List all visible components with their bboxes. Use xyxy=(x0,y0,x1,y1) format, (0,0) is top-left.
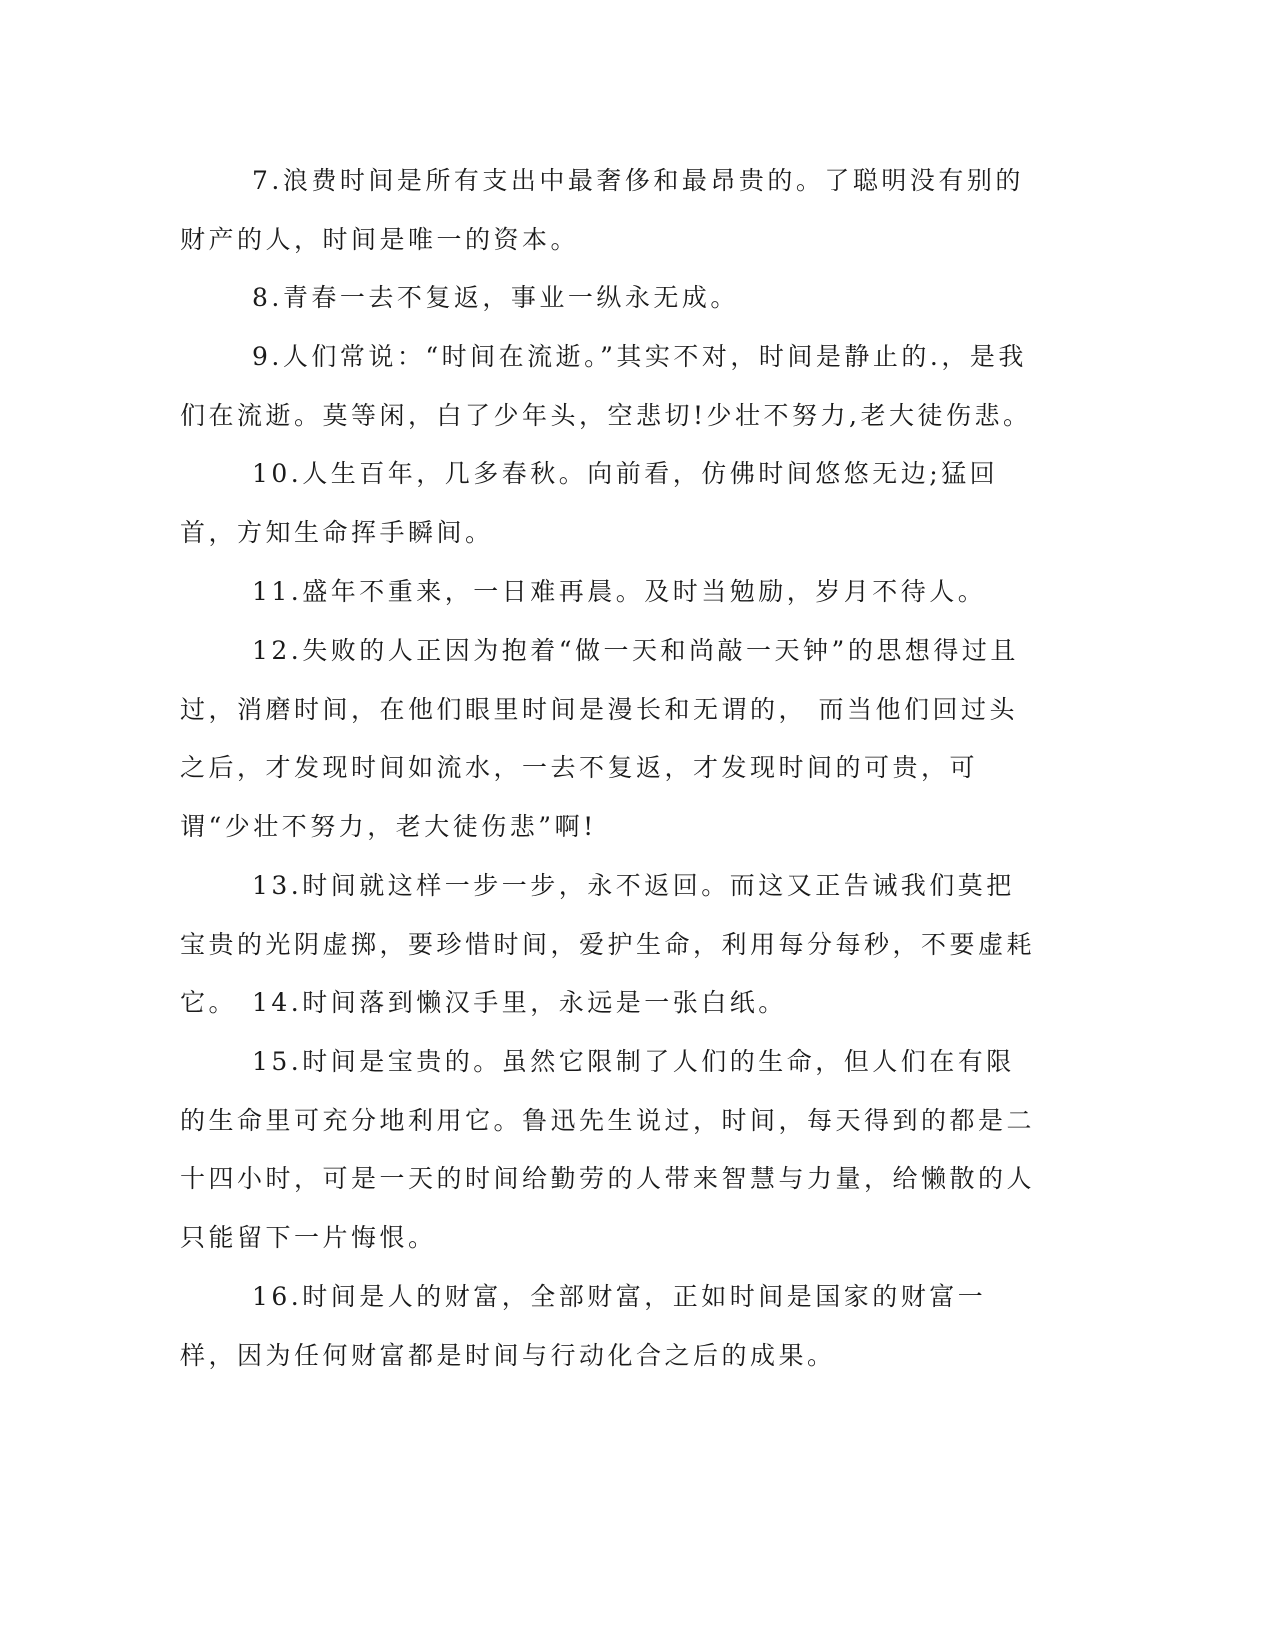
paragraph-14: 14.时间落到懒汉手里，永远是一张白纸。 xyxy=(252,988,787,1017)
paragraph-8: 8.青春一去不复返，事业一纵永无成。 xyxy=(252,283,739,312)
paragraph-11: 11.盛年不重来，一日难再晨。及时当勉励，岁月不待人。 xyxy=(252,577,987,606)
paragraph-10: 10.人生百年，几多春秋。向前看，仿佛时间悠悠无边;猛回首，方知生命挥手瞬间。 xyxy=(180,459,999,547)
paragraph-9: 9.人们常说：“时间在流逝。”其实不对，时间是静止的.，是我们在流逝。莫等闲，白了少年头，空悲切!少壮不努力,老大徒伤悲。 xyxy=(180,342,1032,430)
paragraph-12: 12.失败的人正因为抱着“做一天和尚敲一天钟”的思想得过且过，消磨时间，在他们眼里时间是漫长和无谓的， 而当他们回过头之后，才发现时间如流水，一去不复返，才发现时间的可贵，可谓“少壮不努力，老大徒伤悲”啊! xyxy=(180,636,1019,841)
paragraph-15: 15.时间是宝贵的。虽然它限制了人们的生命，但人们在有限的生命里可充分地利用它。鲁迅先生说过，时间，每天得到的都是二十四小时，可是一天的时间给勤劳的人带来智慧与力量，给懒散的人只能留下一片悔恨。 xyxy=(180,1047,1036,1252)
paragraph-16: 16.时间是人的财富，全部财富，正如时间是国家的财富一样，因为任何财富都是时间与行动化合之后的成果。 xyxy=(180,1282,987,1370)
paragraph-13: 13.时间就这样一步一步，永不返回。而这又正告诫我们莫把宝贵的光阴虚掷，要珍惜时间，爱护生命，利用每分每秒，不要虚耗它。 xyxy=(180,871,1036,1017)
paragraph-7: 7.浪费时间是所有支出中最奢侈和最昂贵的。了聪明没有别的财产的人，时间是唯一的资本。 xyxy=(180,166,1024,254)
